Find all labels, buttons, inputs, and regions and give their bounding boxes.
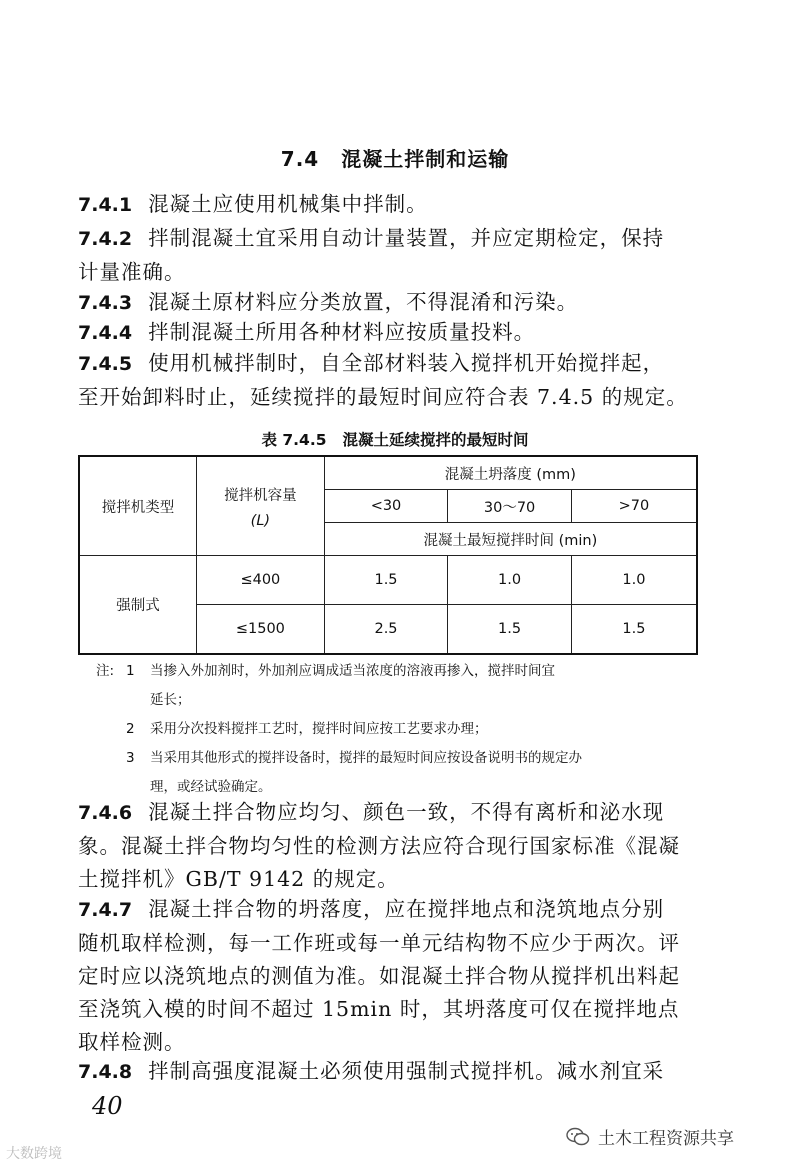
clause-text: 定时应以浇筑地点的测值为准。如混凝土拌合物从搅拌机出料起: [78, 964, 680, 988]
time-cell: 1.5: [324, 556, 448, 605]
notes-label: 注:: [96, 663, 115, 679]
clause-7-4-5: [78, 347, 702, 414]
wechat-icon: [566, 1127, 590, 1147]
note-line: 当采用其他形式的搅拌设备时，搅拌的最短时间应按设备说明书的规定办: [150, 750, 582, 766]
header-capacity-unit: (L): [250, 512, 271, 529]
table-title: [0, 428, 790, 450]
clause-number: 7.4.4: [78, 322, 133, 344]
clause-text: 随机取样检测，每一工作班或每一单元结构物不应少于两次。评: [78, 931, 680, 955]
clause-text: 拌制混凝土所用各种材料应按质量投料。: [148, 320, 536, 344]
note-index: 3: [126, 750, 135, 766]
clause-7-4-3: [78, 286, 702, 320]
note-spacer: [96, 715, 126, 744]
watermark-right: [566, 1124, 734, 1149]
clause-number: 7.4.7: [78, 899, 133, 921]
note-item: [96, 657, 706, 715]
clause-text: 混凝土拌合物的坍落度，应在搅拌地点和浇筑地点分别: [148, 897, 665, 921]
note-text: [150, 657, 706, 715]
capacity-cell: ≤1500: [197, 605, 325, 655]
note-spacer: [96, 744, 126, 802]
note-index: 2: [126, 721, 135, 737]
time-cell: 2.5: [324, 605, 448, 655]
table-notes: [96, 657, 706, 802]
clause-text: 混凝土原材料应分类放置，不得混淆和污染。: [148, 290, 579, 314]
note-line: 延长；: [150, 692, 191, 708]
watermark-right-text: 土木工程资源共享: [598, 1129, 734, 1149]
table-caption: 混凝土延续搅拌的最短时间: [342, 431, 529, 449]
clause-7-4-2: [78, 222, 702, 289]
time-cell: 1.0: [448, 556, 572, 605]
slump-column: >70: [571, 490, 697, 523]
clause-text: 拌制高强度混凝土必须使用强制式搅拌机。减水剂宜采: [148, 1059, 665, 1083]
note-text: [150, 744, 706, 802]
clause-text: 使用机械拌制时，自全部材料装入搅拌机开始搅拌起，: [148, 351, 665, 375]
clause-number: 7.4.8: [78, 1061, 133, 1083]
clause-number: 7.4.5: [78, 353, 133, 375]
table-row: [79, 556, 697, 605]
clause-text: 土搅拌机》GB/T 9142 的规定。: [78, 867, 399, 891]
section-title: [0, 143, 790, 172]
clause-text: 拌制混凝土宜采用自动计量装置，并应定期检定，保持: [148, 226, 665, 250]
clause-text: 象。混凝土拌合物均匀性的检测方法应符合现行国家标准《混凝: [78, 834, 680, 858]
time-cell: 1.5: [448, 605, 572, 655]
header-capacity: [197, 456, 325, 556]
header-slump: 混凝土坍落度 (mm): [324, 456, 697, 490]
note-line: 理，或经试验确定。: [150, 779, 272, 795]
clause-7-4-6: [78, 796, 702, 896]
note-index: 1: [126, 663, 135, 679]
table-row: [79, 456, 697, 490]
clause-7-4-7: [78, 893, 702, 1059]
slump-column: <30: [324, 490, 448, 523]
time-cell: 1.5: [571, 605, 697, 655]
capacity-cell: ≤400: [197, 556, 325, 605]
table-number: 表 7.4.5: [261, 431, 327, 449]
clause-7-4-1: [78, 188, 702, 222]
clause-number: 7.4.2: [78, 228, 133, 250]
clause-number: 7.4.1: [78, 194, 133, 216]
note-line: 当掺入外加剂时，外加剂应调成适当浓度的溶液再掺入，搅拌时间宜: [150, 663, 555, 679]
mixer-type-cell: 强制式: [79, 556, 197, 655]
clause-text: 至开始卸料时止，延续搅拌的最短时间应符合表 7.4.5 的规定。: [78, 385, 688, 409]
note-item: [96, 715, 706, 744]
note-item: [96, 744, 706, 802]
slump-column: 30～70: [448, 490, 572, 523]
clause-7-4-8: [78, 1055, 702, 1089]
clause-7-4-4: [78, 316, 702, 350]
page-number: 40: [92, 1092, 123, 1120]
clause-number: 7.4.3: [78, 292, 133, 314]
clause-text: 至浇筑入模的时间不超过 15min 时，其坍落度可仅在搅拌地点: [78, 997, 680, 1021]
clause-text: 混凝土拌合物应均匀、颜色一致，不得有离析和泌水现: [148, 800, 665, 824]
clause-text: 混凝土应使用机械集中拌制。: [148, 192, 428, 216]
clause-text: 取样检测。: [78, 1030, 186, 1054]
section-number: 7.4: [280, 147, 320, 171]
time-cell: 1.0: [571, 556, 697, 605]
header-time: 混凝土最短搅拌时间 (min): [324, 523, 697, 556]
mixing-time-table: [78, 455, 698, 655]
watermark-left: 大数跨境: [6, 1146, 62, 1162]
note-line: 采用分次投料搅拌工艺时，搅拌时间应按工艺要求办理；: [150, 721, 488, 737]
header-mixer-type: 搅拌机类型: [79, 456, 197, 556]
section-heading: 混凝土拌制和运输: [341, 147, 510, 171]
clause-text: 计量准确。: [78, 260, 186, 284]
clause-number: 7.4.6: [78, 802, 133, 824]
header-capacity-label: 搅拌机容量: [224, 487, 297, 504]
